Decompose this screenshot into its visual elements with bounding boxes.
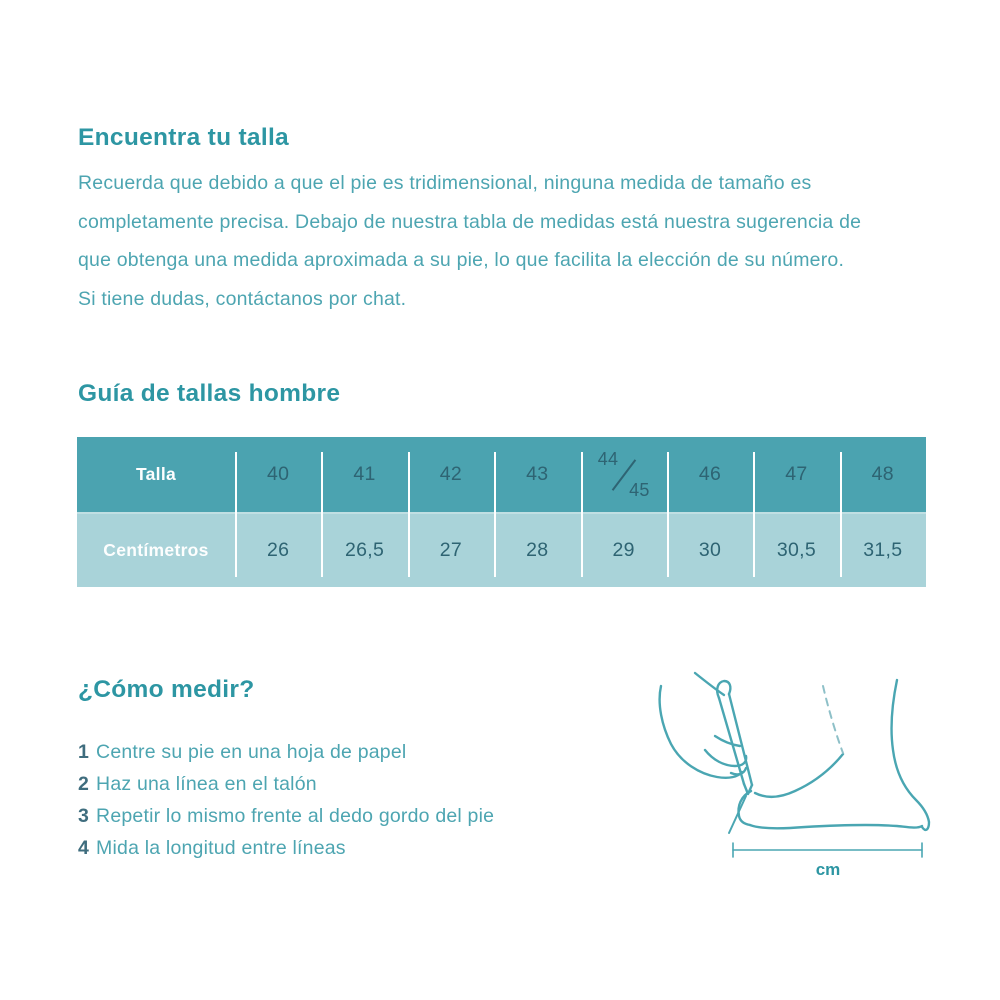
intro-paragraph-line: Recuerda que debido a que el pie es tridimensional, ninguna medida de tamaño es [78, 172, 812, 194]
size-value-cell [581, 447, 667, 503]
step-text: Centre su pie en una hoja de papel [96, 741, 407, 763]
split-size-top: 44 [597, 448, 619, 469]
cm-value-cell: 26,5 [344, 539, 385, 561]
size-row-label: Talla [135, 464, 177, 484]
step-text: Repetir lo mismo frente al dedo gordo del pie [96, 805, 495, 827]
step-number: 3 [78, 805, 90, 827]
measure-step [78, 768, 494, 800]
foot-top-outline [755, 754, 843, 797]
cm-value-cell: 28 [526, 539, 549, 561]
measure-steps [78, 736, 494, 864]
size-value-cell: 42 [439, 463, 463, 485]
cm-value-cell: 31,5 [863, 539, 903, 561]
heel-leg-outline [892, 680, 929, 830]
size-value-cell: 40 [267, 463, 290, 485]
size-row [77, 437, 926, 514]
foot-measurement-illustration [645, 646, 945, 888]
cm-row-label: Centímetros [103, 540, 209, 560]
size-value-cell: 46 [698, 463, 722, 485]
how-to-measure-title: ¿Cómo medir? [78, 676, 255, 703]
measure-step [78, 832, 494, 864]
column-divider [321, 452, 323, 577]
step-text: Haz una línea en el talón [96, 773, 317, 795]
measurement-arrow [733, 843, 922, 857]
cm-row [77, 514, 926, 587]
finger-line [705, 750, 746, 766]
pencil-mark-line [729, 796, 746, 833]
size-value-cell: 43 [526, 463, 549, 485]
column-divider [235, 452, 237, 577]
cm-value-cell: 26 [267, 539, 290, 561]
cm-label: cm [815, 860, 841, 879]
intro-paragraph-line: Si tiene dudas, contáctanos por chat. [78, 287, 407, 310]
step-text: Mida la longitud entre líneas [96, 837, 346, 859]
column-divider [753, 452, 755, 577]
step-number: 4 [78, 837, 90, 859]
intro-paragraph [78, 164, 938, 318]
sole-outline [750, 825, 922, 828]
intro-paragraph-line: que obtenga una medida aproximada a su pie, lo que facilita la elección de su número. [78, 249, 845, 271]
column-divider [840, 452, 842, 577]
split-size-cell [595, 447, 653, 503]
cm-value-cell: 30,5 [776, 539, 817, 561]
intro-title: Encuentra tu talla [78, 124, 289, 151]
size-table [77, 437, 926, 589]
column-divider [581, 452, 583, 577]
column-divider [667, 452, 669, 577]
size-value-cell: 48 [871, 463, 894, 485]
column-divider [408, 452, 410, 577]
cm-value-cell: 27 [439, 539, 463, 561]
thumb-line [715, 736, 740, 746]
intro-paragraph-line: completamente precisa. Debajo de nuestra tabla de medidas está nuestra sugerencia de [78, 210, 862, 233]
split-size-bottom: 45 [629, 479, 650, 500]
size-value-cell: 41 [353, 463, 376, 485]
cm-value-cell: 29 [612, 539, 635, 561]
shin-dashed-line [823, 686, 843, 753]
step-number: 1 [78, 741, 90, 763]
measure-step [78, 800, 494, 832]
size-value-cell: 47 [785, 463, 808, 485]
column-divider [494, 452, 496, 577]
step-number: 2 [78, 773, 90, 795]
size-guide-title: Guía de tallas hombre [78, 380, 341, 407]
cm-value-cell: 30 [698, 539, 722, 561]
measure-step [78, 736, 494, 768]
